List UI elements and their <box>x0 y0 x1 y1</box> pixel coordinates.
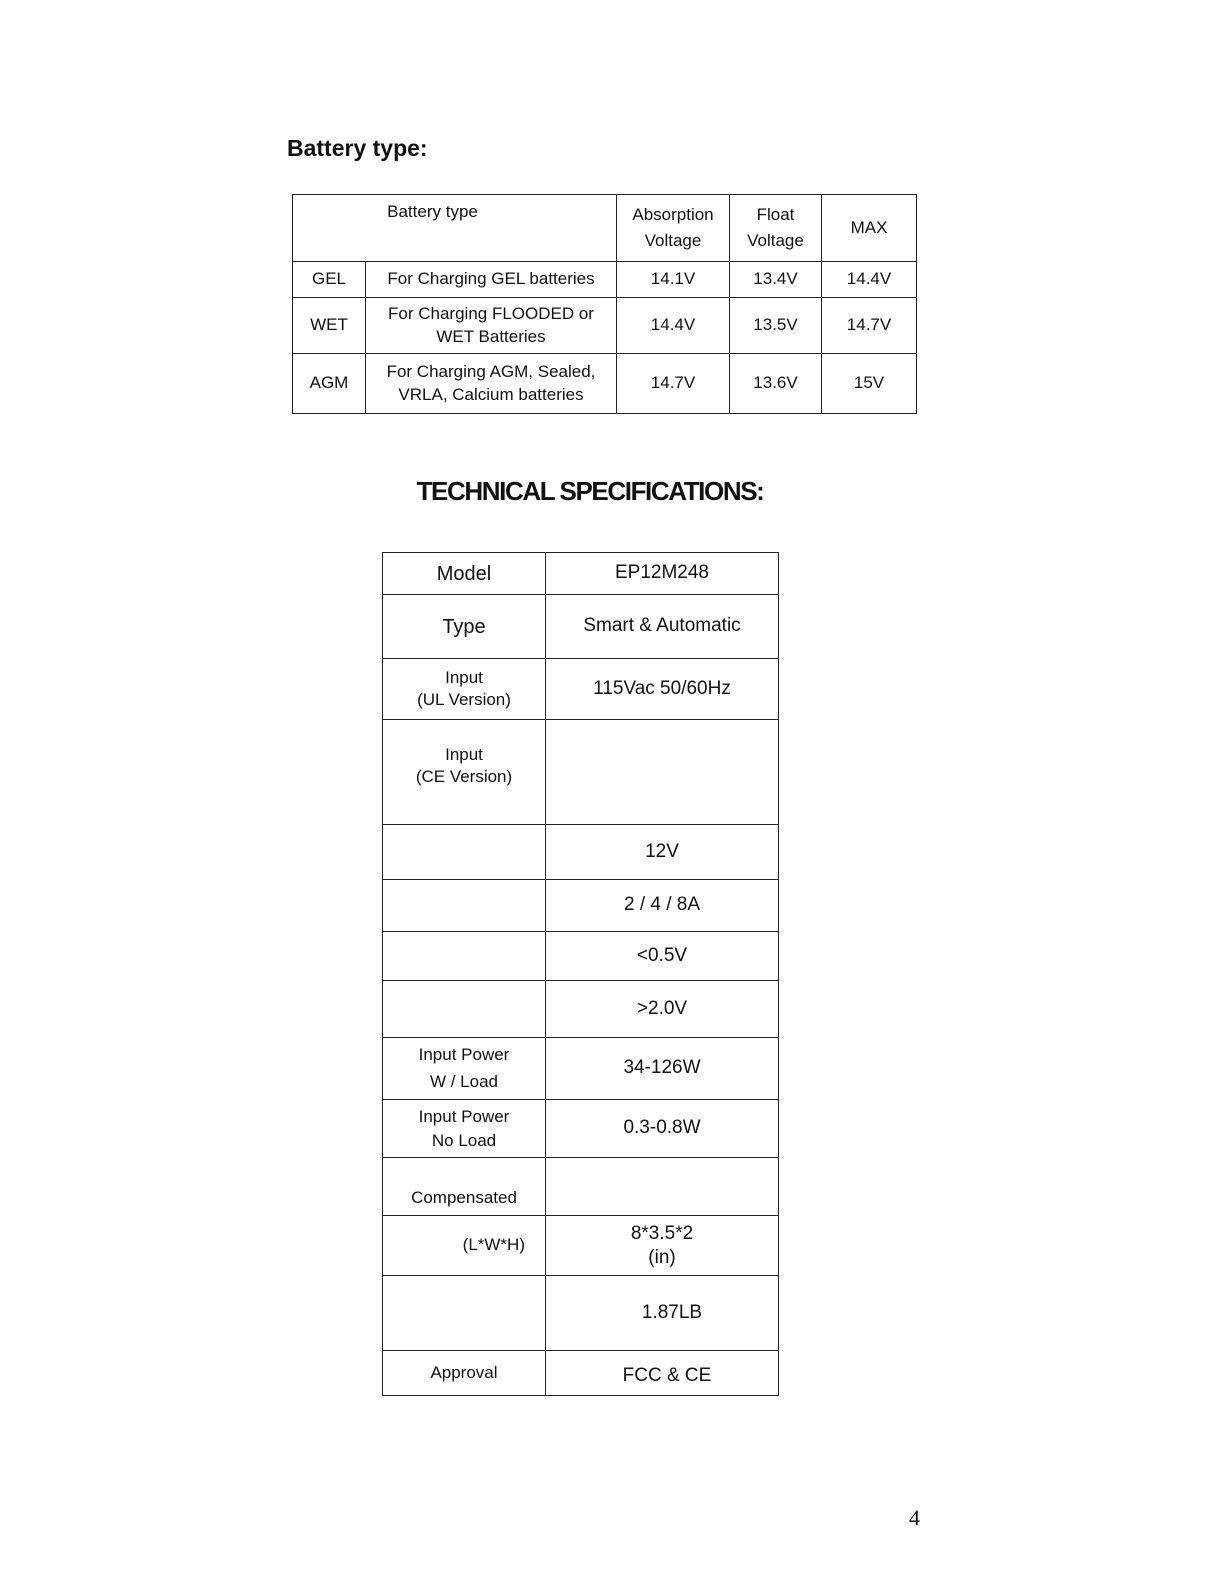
spec-label-line1: Input <box>445 745 483 764</box>
technical-specifications-heading: TECHNICAL SPECIFICATIONS: <box>416 476 764 506</box>
battery-type-table <box>292 194 917 414</box>
header-battery-type <box>293 195 617 262</box>
table-row <box>383 553 779 595</box>
spec-label <box>383 1276 546 1351</box>
technical-specifications-table <box>382 552 779 1396</box>
spec-value-line2: (in) <box>648 1246 676 1268</box>
spec-value-line1: 8*3.5*2 <box>630 1222 694 1244</box>
spec-label <box>383 880 546 932</box>
table-row <box>383 981 779 1038</box>
battery-description-line1: For Charging AGM, Sealed, <box>386 362 596 382</box>
spec-value <box>546 1158 779 1216</box>
table-row <box>383 659 779 720</box>
battery-description <box>366 298 617 354</box>
spec-value: 2 / 4 / 8A <box>546 880 779 932</box>
table-row <box>383 1158 779 1216</box>
spec-label: Type <box>383 595 546 659</box>
header-float-voltage <box>730 195 822 262</box>
battery-type-heading: Battery type: <box>287 135 428 161</box>
spec-value: Smart & Automatic <box>546 595 779 659</box>
table-row <box>383 1038 779 1100</box>
spec-value: >2.0V <box>546 981 779 1038</box>
battery-description <box>366 354 617 414</box>
spec-label <box>383 932 546 981</box>
spec-value: 1.87LB <box>546 1276 779 1351</box>
spec-value: EP12M248 <box>546 553 779 595</box>
spec-label-line2: No Load <box>431 1130 497 1150</box>
spec-label-line1: Input Power <box>418 1045 510 1065</box>
float-voltage: 13.5V <box>730 298 822 354</box>
max-voltage: 14.7V <box>822 298 917 354</box>
spec-value: <0.5V <box>546 932 779 981</box>
table-row <box>383 825 779 880</box>
absorption-voltage: 14.7V <box>617 354 730 414</box>
spec-label <box>383 981 546 1038</box>
header-float-line1: Float <box>756 205 795 224</box>
battery-code: AGM <box>293 354 366 414</box>
spec-label-line1: Input <box>445 667 483 687</box>
absorption-voltage: 14.4V <box>617 298 730 354</box>
spec-value: 12V <box>546 825 779 880</box>
spec-label: Approval <box>383 1351 546 1396</box>
spec-label-line1: Input Power <box>418 1106 510 1126</box>
table-row <box>293 354 917 414</box>
spec-value <box>546 1216 779 1276</box>
spec-label <box>383 1100 546 1158</box>
header-absorption-line2: Voltage <box>644 231 702 250</box>
absorption-voltage: 14.1V <box>617 262 730 298</box>
header-float-line2: Voltage <box>747 231 804 250</box>
table-row <box>293 262 917 298</box>
spec-label <box>383 1038 546 1100</box>
table-row <box>383 1276 779 1351</box>
spec-label <box>383 825 546 880</box>
table-row <box>383 1100 779 1158</box>
battery-description-line1: For Charging GEL batteries <box>387 269 595 289</box>
spec-value: 115Vac 50/60Hz <box>546 659 779 720</box>
table-row <box>383 720 779 825</box>
battery-description-line2: VRLA, Calcium batteries <box>398 384 584 404</box>
spec-label <box>383 659 546 720</box>
spec-label: Model <box>383 553 546 595</box>
page-number: 4 <box>909 1505 920 1530</box>
table-row <box>293 298 917 354</box>
battery-description-line1: For Charging FLOODED or <box>388 304 594 324</box>
spec-value <box>546 720 779 825</box>
table-row <box>383 1216 779 1276</box>
table-row <box>383 932 779 981</box>
table-row <box>383 880 779 932</box>
max-voltage: 14.4V <box>822 262 917 298</box>
spec-label <box>383 720 546 825</box>
battery-table-header-row <box>293 195 917 262</box>
header-battery-type-text: Battery type <box>387 202 478 221</box>
spec-label-line2: W / Load <box>429 1071 499 1091</box>
header-absorption-voltage <box>617 195 730 262</box>
float-voltage: 13.4V <box>730 262 822 298</box>
spec-label-line2: (UL Version) <box>417 690 511 709</box>
float-voltage: 13.6V <box>730 354 822 414</box>
header-absorption-line1: Absorption <box>632 205 714 224</box>
table-row <box>383 595 779 659</box>
spec-value: 0.3-0.8W <box>546 1100 779 1158</box>
spec-label-line2: (CE Version) <box>415 767 513 787</box>
max-voltage: 15V <box>822 354 917 414</box>
table-row <box>383 1351 779 1396</box>
spec-value: 34-126W <box>546 1038 779 1100</box>
battery-description-line2: WET Batteries <box>436 326 546 346</box>
battery-code: GEL <box>293 262 366 298</box>
battery-code: WET <box>293 298 366 354</box>
header-max: MAX <box>822 195 917 262</box>
battery-description <box>366 262 617 298</box>
spec-label: (L*W*H) <box>383 1216 546 1276</box>
spec-label: Compensated <box>383 1158 546 1216</box>
spec-value: FCC & CE <box>546 1351 779 1396</box>
